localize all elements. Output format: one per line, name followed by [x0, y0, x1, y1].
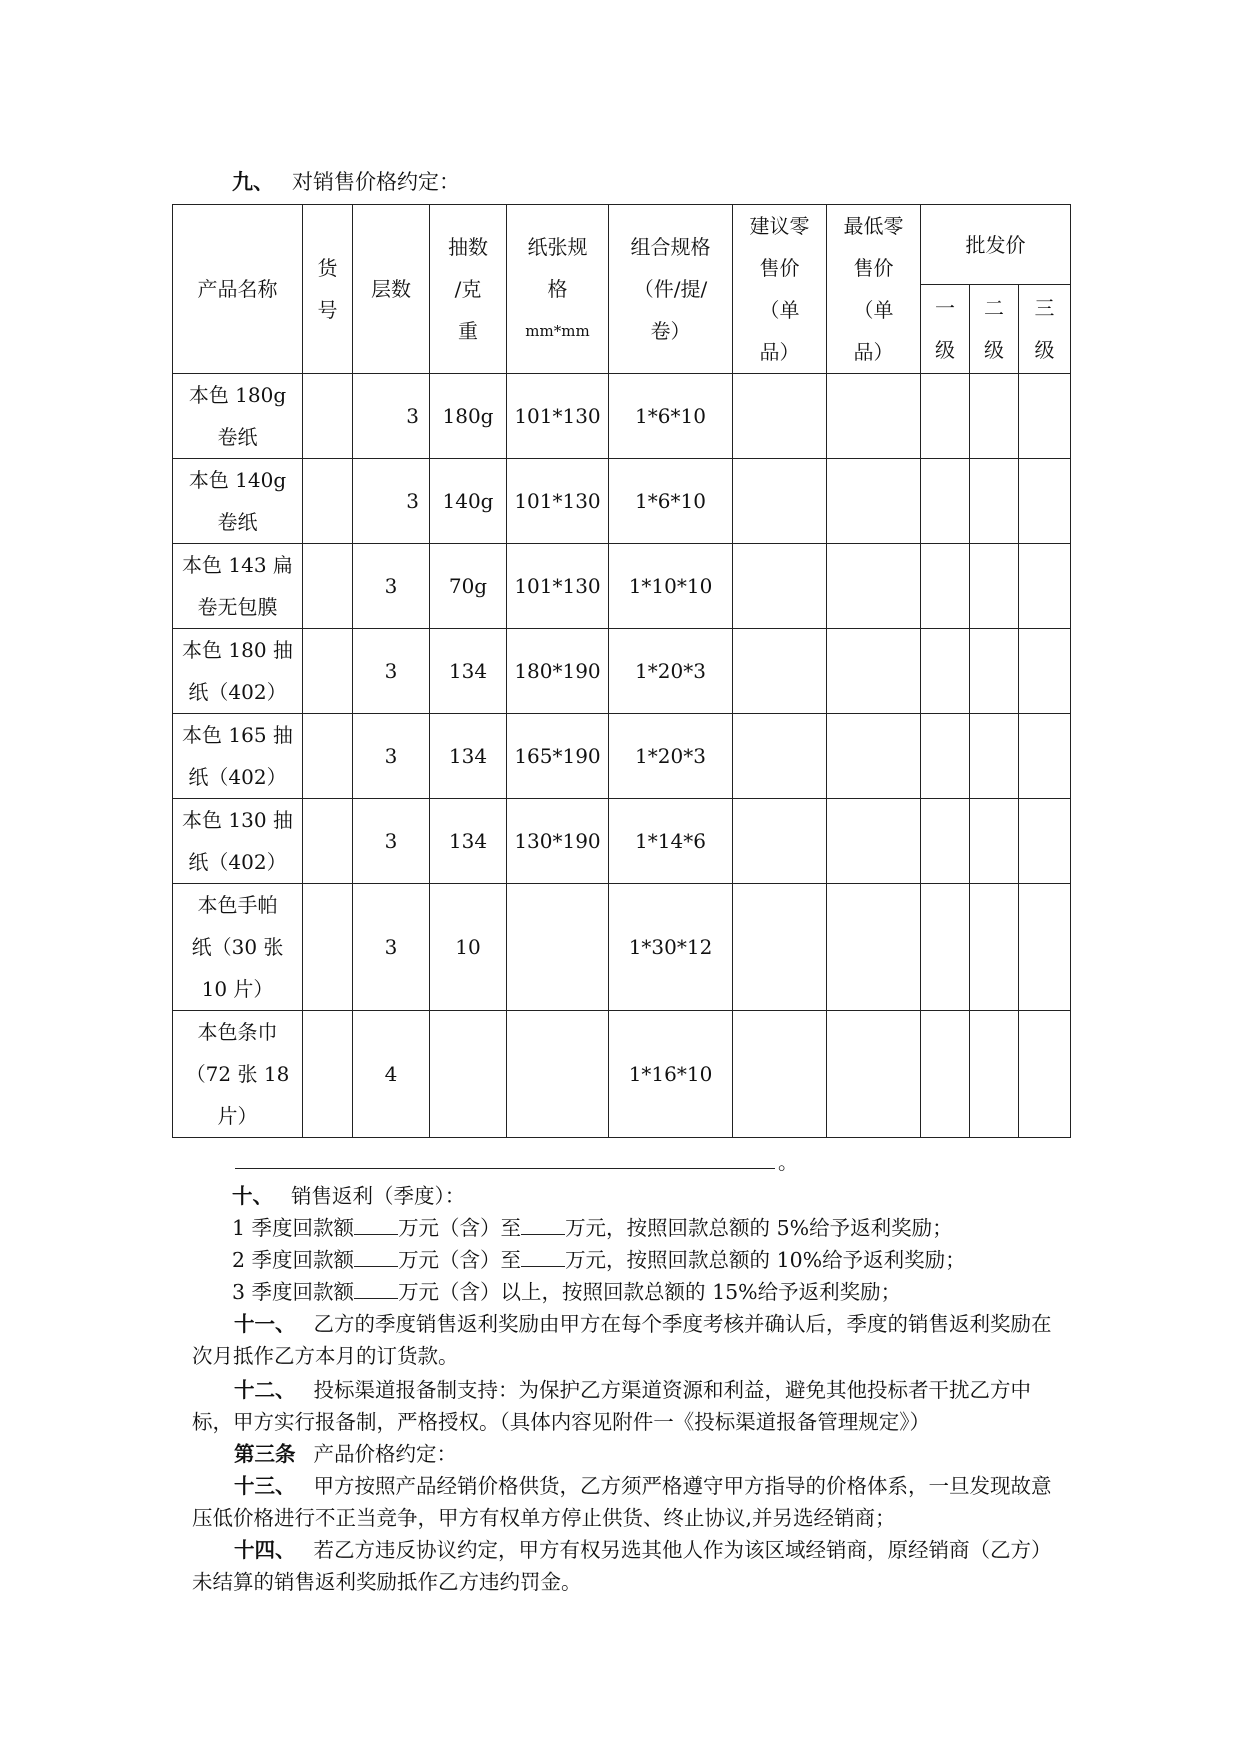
cell-paper-size: 101*130 [507, 374, 609, 459]
cell-layers: 3 [353, 374, 430, 459]
cell-min-price [827, 799, 921, 884]
section-10-title: 销售返利（季度）： [291, 1184, 466, 1208]
header-wholesale: 批发价 [921, 205, 1071, 285]
cell-combo: 1*14*6 [609, 799, 733, 884]
section-13: 十三、 甲方按照产品经销价格供货，乙方须严格遵守甲方指导的价格体系，一旦发现故意压低价格进行不正当竞争，甲方有权单方停止供货、终止协议,并另选经销商； [192, 1474, 1052, 1530]
cell-suggested-price [733, 544, 827, 629]
cell-product-name: 本色 140g 卷纸 [173, 459, 303, 544]
cell-product-name: 本色条巾 （72 张 18 片） [173, 1011, 303, 1138]
cell-paper-size: 101*130 [507, 459, 609, 544]
cell-paper-size [507, 1011, 609, 1138]
section-9-number: 九、 [232, 169, 274, 194]
cell-suggested-price [733, 459, 827, 544]
cell-level-2 [970, 629, 1019, 714]
cell-layers: 3 [353, 544, 430, 629]
cell-layers: 3 [353, 459, 430, 544]
fill-in-line [235, 1148, 775, 1169]
table-row [173, 629, 1071, 714]
header-paper-size: 纸张规 格 mm*mm [507, 205, 609, 374]
cell-paper-size [507, 884, 609, 1011]
cell-combo: 1*30*12 [609, 884, 733, 1011]
cell-layers: 3 [353, 714, 430, 799]
header-min-price: 最低零 售价 （单 品） [827, 205, 921, 374]
cell-product-name: 本色 180g 卷纸 [173, 374, 303, 459]
cell-level-2 [970, 714, 1019, 799]
section-12: 十二、 投标渠道报备制支持：为保护乙方渠道资源和利益，避免其他投标者干扰乙方中标，甲方实行报备制，严格授权。（具体内容见附件一《投标渠道报备管理规定》） [192, 1378, 1031, 1434]
cell-combo: 1*20*3 [609, 629, 733, 714]
cell-item-code [303, 714, 353, 799]
cell-level-3 [1019, 714, 1071, 799]
cell-layers: 3 [353, 884, 430, 1011]
cell-product-name: 本色 165 抽 纸（402） [173, 714, 303, 799]
cell-count: 140g [430, 459, 507, 544]
cell-level-1 [921, 714, 970, 799]
cell-paper-size: 130*190 [507, 799, 609, 884]
cell-count [430, 1011, 507, 1138]
cell-paper-size: 165*190 [507, 714, 609, 799]
cell-item-code [303, 884, 353, 1011]
section-10-number: 十、 [232, 1184, 273, 1208]
cell-count: 134 [430, 629, 507, 714]
header-level-1: 一 级 [921, 285, 970, 374]
fill-in-line-end: 。 [778, 1150, 798, 1174]
rebate-line-3: 3 季度回款额 万元（含）以上，按照回款总额的 15%给予返利奖励； [232, 1280, 902, 1304]
cell-product-name: 本色 180 抽 纸（402） [173, 629, 303, 714]
cell-combo: 1*16*10 [609, 1011, 733, 1138]
rebate-line-1: 1 季度回款额 万元（含）至 万元，按照回款总额的 5%给予返利奖励； [232, 1216, 953, 1240]
cell-min-price [827, 884, 921, 1011]
cell-min-price [827, 459, 921, 544]
cell-level-3 [1019, 629, 1071, 714]
table-row [173, 884, 1071, 1011]
cell-level-1 [921, 1011, 970, 1138]
cell-product-name: 本色 130 抽 纸（402） [173, 799, 303, 884]
cell-level-1 [921, 544, 970, 629]
cell-suggested-price [733, 374, 827, 459]
header-count: 抽数 /克 重 [430, 205, 507, 374]
cell-count: 134 [430, 714, 507, 799]
header-combo: 组合规格 （件/提/ 卷） [609, 205, 733, 374]
section-9-title: 对销售价格约定： [292, 170, 460, 194]
cell-level-2 [970, 374, 1019, 459]
cell-level-1 [921, 799, 970, 884]
cell-suggested-price [733, 714, 827, 799]
cell-product-name: 本色 143 扁 卷无包膜 [173, 544, 303, 629]
price-table [172, 204, 1071, 1138]
table-row [173, 1011, 1071, 1138]
cell-item-code [303, 459, 353, 544]
cell-combo: 1*10*10 [609, 544, 733, 629]
header-item-code: 货 号 [303, 205, 353, 374]
cell-count: 134 [430, 799, 507, 884]
text-section-10 [192, 1180, 1068, 1598]
cell-item-code [303, 629, 353, 714]
cell-item-code [303, 1011, 353, 1138]
cell-min-price [827, 629, 921, 714]
section-11: 十一、 乙方的季度销售返利奖励由甲方在每个季度考核并确认后，季度的销售返利奖励在次月抵作乙方本月的订货款。 [192, 1312, 1052, 1368]
cell-level-1 [921, 629, 970, 714]
cell-layers: 3 [353, 799, 430, 884]
header-product-name: 产品名称 [173, 205, 303, 374]
cell-level-3 [1019, 884, 1071, 1011]
cell-paper-size: 101*130 [507, 544, 609, 629]
table-row [173, 374, 1071, 459]
cell-suggested-price [733, 884, 827, 1011]
table-row [173, 799, 1071, 884]
section-14: 十四、 若乙方违反协议约定，甲方有权另选其他人作为该区域经销商，原经销商（乙方）未结算的销售返利奖励抵作乙方违约罚金。 [192, 1538, 1052, 1594]
cell-level-2 [970, 459, 1019, 544]
header-suggested-price: 建议零 售价 （单 品） [733, 205, 827, 374]
cell-product-name: 本色手帕 纸（30 张 10 片） [173, 884, 303, 1011]
section-9-heading [232, 166, 460, 198]
cell-level-3 [1019, 799, 1071, 884]
cell-level-2 [970, 884, 1019, 1011]
cell-level-2 [970, 1011, 1019, 1138]
table-row [173, 459, 1071, 544]
cell-paper-size: 180*190 [507, 629, 609, 714]
cell-min-price [827, 544, 921, 629]
cell-layers: 3 [353, 629, 430, 714]
table-row [173, 544, 1071, 629]
cell-combo: 1*6*10 [609, 374, 733, 459]
cell-item-code [303, 544, 353, 629]
cell-level-3 [1019, 459, 1071, 544]
header-layers: 层数 [353, 205, 430, 374]
cell-level-1 [921, 459, 970, 544]
cell-min-price [827, 714, 921, 799]
cell-count: 70g [430, 544, 507, 629]
cell-level-3 [1019, 544, 1071, 629]
cell-min-price [827, 374, 921, 459]
rebate-line-2: 2 季度回款额 万元（含）至 万元，按照回款总额的 10%给予返利奖励； [232, 1248, 966, 1272]
cell-level-1 [921, 374, 970, 459]
header-level-2: 二 级 [970, 285, 1019, 374]
cell-level-3 [1019, 1011, 1071, 1138]
table-row [173, 714, 1071, 799]
cell-level-3 [1019, 374, 1071, 459]
cell-level-2 [970, 799, 1019, 884]
cell-combo: 1*6*10 [609, 459, 733, 544]
cell-count: 180g [430, 374, 507, 459]
cell-suggested-price [733, 1011, 827, 1138]
cell-suggested-price [733, 799, 827, 884]
cell-layers: 4 [353, 1011, 430, 1138]
cell-item-code [303, 374, 353, 459]
cell-count: 10 [430, 884, 507, 1011]
header-level-3: 三 级 [1019, 285, 1071, 374]
cell-item-code [303, 799, 353, 884]
cell-level-2 [970, 544, 1019, 629]
cell-combo: 1*20*3 [609, 714, 733, 799]
cell-level-1 [921, 884, 970, 1011]
cell-min-price [827, 1011, 921, 1138]
cell-suggested-price [733, 629, 827, 714]
article-3: 第三条 产品价格约定： [234, 1442, 457, 1466]
